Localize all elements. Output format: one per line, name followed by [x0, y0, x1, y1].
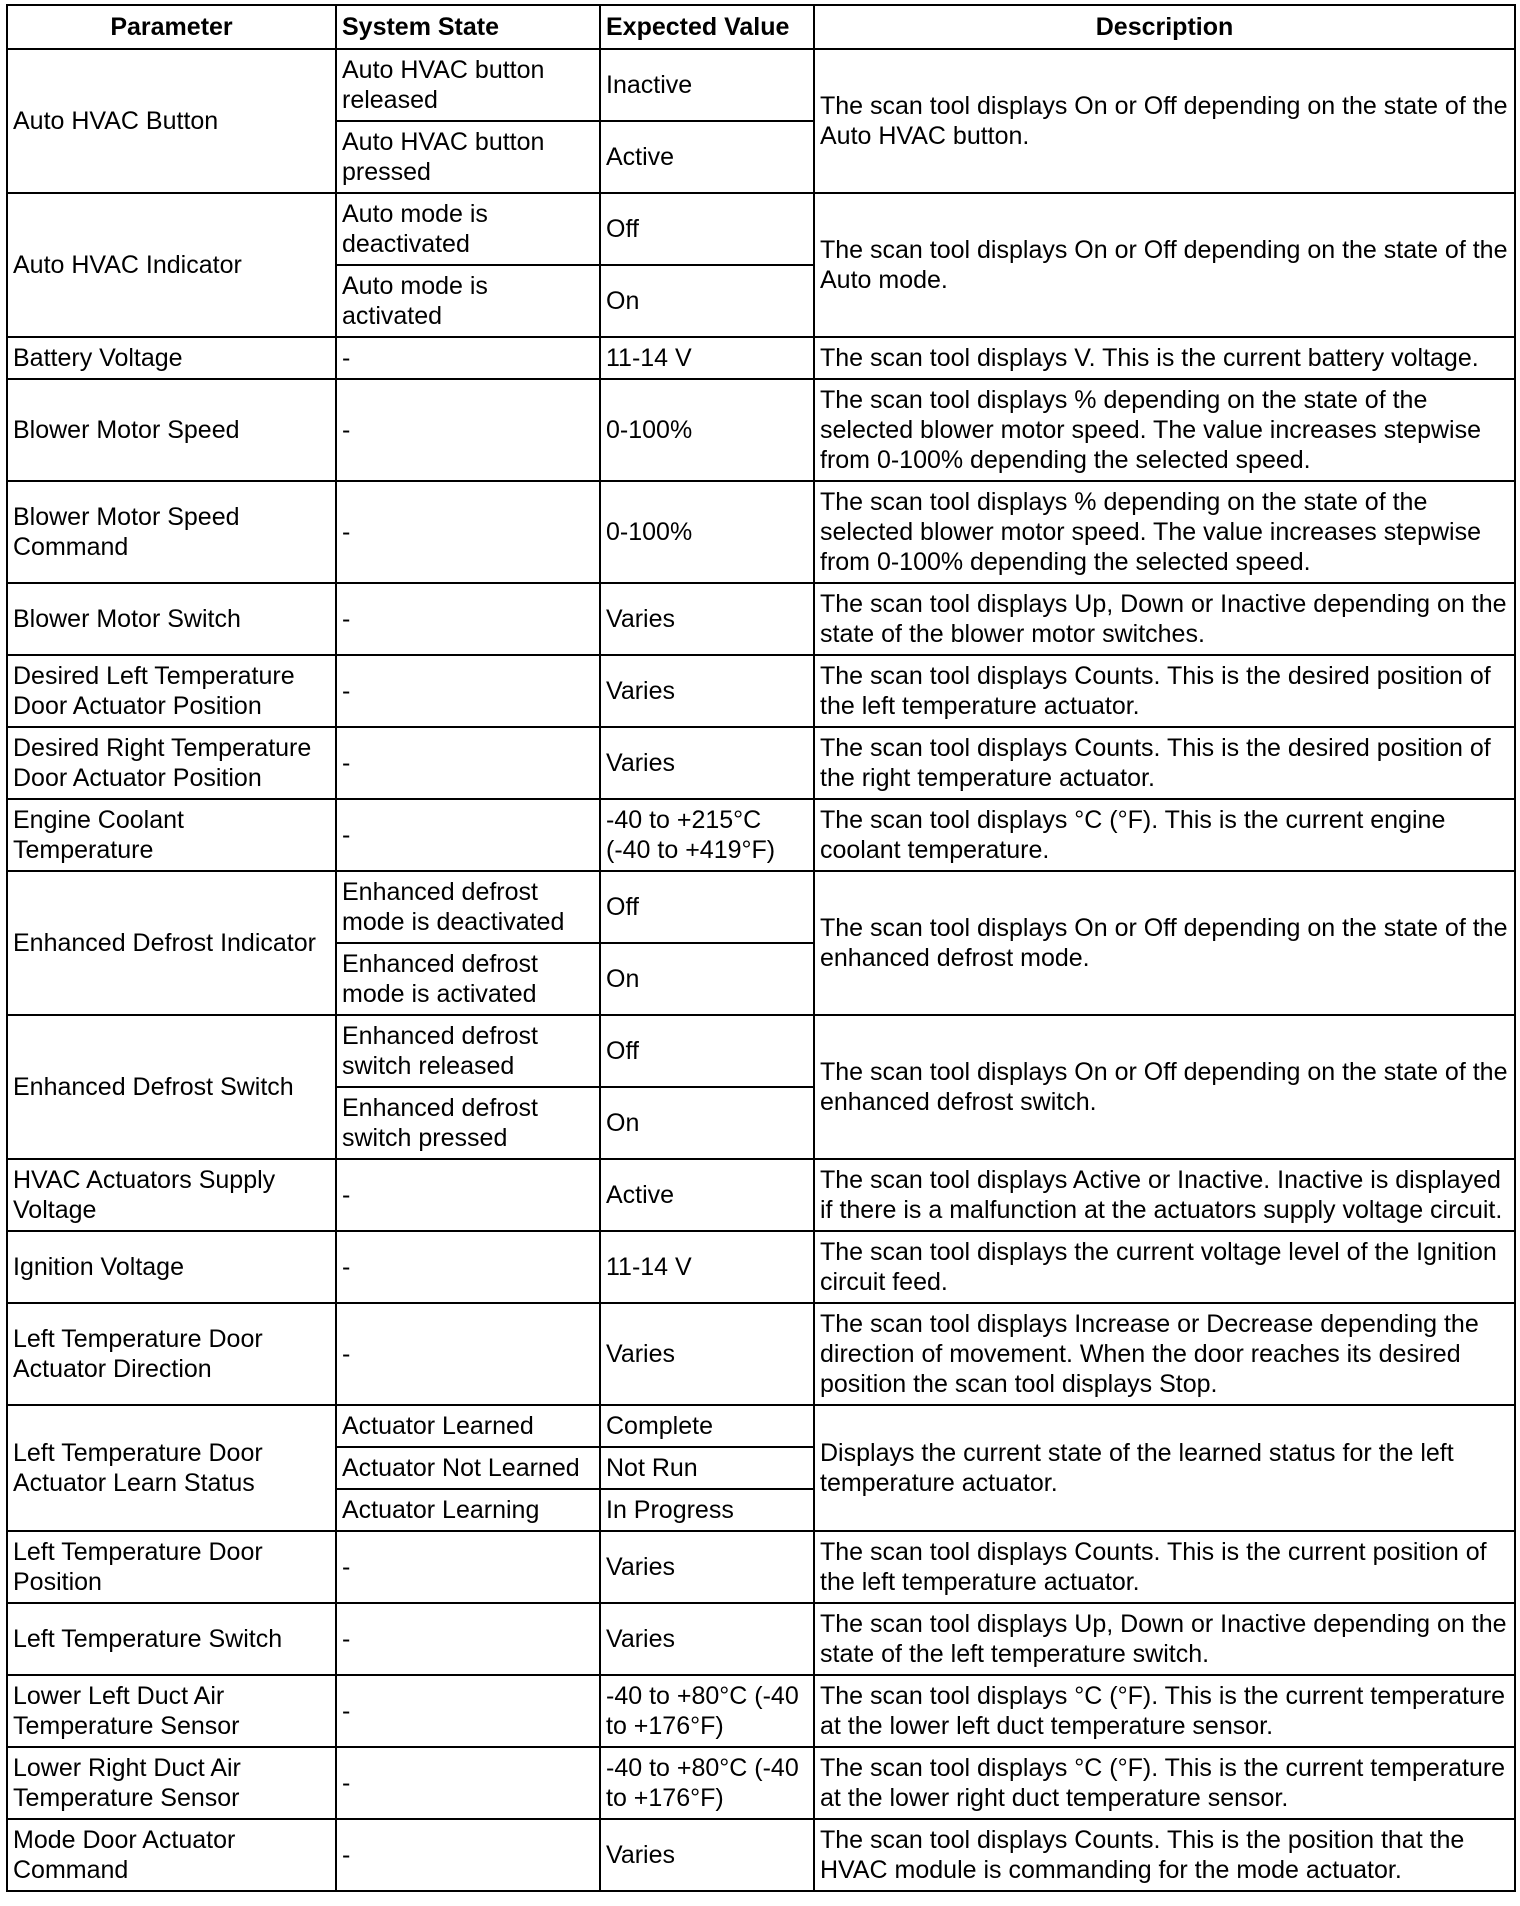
expected-value-cell: Off: [600, 1015, 814, 1087]
expected-value-cell: Varies: [600, 1819, 814, 1891]
description-cell: The scan tool displays °C (°F). This is the current engine coolant temperature.: [814, 799, 1515, 871]
parameter-cell: Left Temperature Door Actuator Learn Status: [7, 1405, 336, 1531]
parameter-table: [6, 4, 1516, 1892]
system-state-cell: -: [336, 1819, 600, 1891]
expected-value-cell: Varies: [600, 583, 814, 655]
system-state-cell: -: [336, 1231, 600, 1303]
system-state-cell: -: [336, 583, 600, 655]
description-cell: The scan tool displays the current voltage level of the Ignition circuit feed.: [814, 1231, 1515, 1303]
description-cell: The scan tool displays Active or Inactive. Inactive is displayed if there is a malfunction at the actuators supply voltage circuit.: [814, 1159, 1515, 1231]
table-row: [7, 1159, 1515, 1231]
description-cell: The scan tool displays On or Off depending on the state of the Auto HVAC button.: [814, 49, 1515, 193]
system-state-cell: -: [336, 379, 600, 481]
system-state-cell: Auto HVAC button released: [336, 49, 600, 121]
description-cell: The scan tool displays Counts. This is the position that the HVAC module is commanding for the mode actuator.: [814, 1819, 1515, 1891]
table-row: [7, 193, 1515, 265]
system-state-cell: -: [336, 1603, 600, 1675]
description-cell: The scan tool displays V. This is the current battery voltage.: [814, 337, 1515, 379]
parameter-cell: Lower Right Duct Air Temperature Sensor: [7, 1747, 336, 1819]
parameter-cell: Desired Left Temperature Door Actuator Position: [7, 655, 336, 727]
expected-value-cell: 11-14 V: [600, 1231, 814, 1303]
table-row: [7, 1405, 1515, 1447]
description-cell: The scan tool displays Up, Down or Inactive depending on the state of the blower motor switches.: [814, 583, 1515, 655]
system-state-cell: -: [336, 481, 600, 583]
system-state-cell: -: [336, 337, 600, 379]
expected-value-cell: Varies: [600, 1603, 814, 1675]
system-state-cell: -: [336, 655, 600, 727]
expected-value-cell: Varies: [600, 1303, 814, 1405]
system-state-cell: Actuator Not Learned: [336, 1447, 600, 1489]
parameter-cell: Left Temperature Door Position: [7, 1531, 336, 1603]
parameter-cell: Auto HVAC Button: [7, 49, 336, 193]
expected-value-cell: 11-14 V: [600, 337, 814, 379]
parameter-cell: Ignition Voltage: [7, 1231, 336, 1303]
parameter-cell: Left Temperature Switch: [7, 1603, 336, 1675]
expected-value-cell: Inactive: [600, 49, 814, 121]
system-state-cell: -: [336, 1747, 600, 1819]
parameter-cell: Auto HVAC Indicator: [7, 193, 336, 337]
system-state-cell: -: [336, 1159, 600, 1231]
description-cell: The scan tool displays Counts. This is the desired position of the left temperature actuator.: [814, 655, 1515, 727]
parameter-cell: Engine Coolant Temperature: [7, 799, 336, 871]
table-row: [7, 481, 1515, 583]
header-expected-value: Expected Value: [600, 5, 814, 49]
parameter-cell: Lower Left Duct Air Temperature Sensor: [7, 1675, 336, 1747]
system-state-cell: Enhanced defrost switch pressed: [336, 1087, 600, 1159]
system-state-cell: -: [336, 1531, 600, 1603]
parameter-cell: Mode Door Actuator Command: [7, 1819, 336, 1891]
expected-value-cell: Varies: [600, 655, 814, 727]
system-state-cell: Auto mode is deactivated: [336, 193, 600, 265]
description-cell: The scan tool displays % depending on the state of the selected blower motor speed. The value increases stepwise from 0-100% depending the selected speed.: [814, 379, 1515, 481]
header-parameter: Parameter: [7, 5, 336, 49]
expected-value-cell: Off: [600, 871, 814, 943]
expected-value-cell: Complete: [600, 1405, 814, 1447]
expected-value-cell: 0-100%: [600, 379, 814, 481]
header-system-state: System State: [336, 5, 600, 49]
table-row: [7, 1531, 1515, 1603]
table-row: [7, 1819, 1515, 1891]
system-state-cell: Enhanced defrost switch released: [336, 1015, 600, 1087]
system-state-cell: Enhanced defrost mode is deactivated: [336, 871, 600, 943]
description-cell: The scan tool displays On or Off depending on the state of the enhanced defrost mode.: [814, 871, 1515, 1015]
expected-value-cell: On: [600, 1087, 814, 1159]
parameter-cell: Left Temperature Door Actuator Direction: [7, 1303, 336, 1405]
table-row: [7, 655, 1515, 727]
description-cell: The scan tool displays Increase or Decrease depending the direction of movement. When the door reaches its desired position the scan tool displays Stop.: [814, 1303, 1515, 1405]
table-row: [7, 337, 1515, 379]
expected-value-cell: Varies: [600, 727, 814, 799]
table-row: [7, 1015, 1515, 1087]
table-row: [7, 379, 1515, 481]
expected-value-cell: -40 to +80°C (-40 to +176°F): [600, 1747, 814, 1819]
expected-value-cell: In Progress: [600, 1489, 814, 1531]
system-state-cell: Actuator Learning: [336, 1489, 600, 1531]
parameter-cell: Desired Right Temperature Door Actuator Position: [7, 727, 336, 799]
expected-value-cell: -40 to +80°C (-40 to +176°F): [600, 1675, 814, 1747]
expected-value-cell: On: [600, 265, 814, 337]
table-row: [7, 49, 1515, 121]
expected-value-cell: Active: [600, 1159, 814, 1231]
system-state-cell: Actuator Learned: [336, 1405, 600, 1447]
description-cell: The scan tool displays Counts. This is the desired position of the right temperature actuator.: [814, 727, 1515, 799]
header-row: [7, 5, 1515, 49]
table-row: [7, 1303, 1515, 1405]
expected-value-cell: Off: [600, 193, 814, 265]
system-state-cell: Enhanced defrost mode is activated: [336, 943, 600, 1015]
table-row: [7, 1747, 1515, 1819]
expected-value-cell: On: [600, 943, 814, 1015]
parameter-cell: Blower Motor Switch: [7, 583, 336, 655]
system-state-cell: -: [336, 799, 600, 871]
expected-value-cell: Active: [600, 121, 814, 193]
expected-value-cell: 0-100%: [600, 481, 814, 583]
table-row: [7, 799, 1515, 871]
description-cell: Displays the current state of the learned status for the left temperature actuator.: [814, 1405, 1515, 1531]
parameter-cell: Blower Motor Speed: [7, 379, 336, 481]
parameter-cell: HVAC Actuators Supply Voltage: [7, 1159, 336, 1231]
table-row: [7, 727, 1515, 799]
header-description: Description: [814, 5, 1515, 49]
description-cell: The scan tool displays °C (°F). This is the current temperature at the lower left duct temperature sensor.: [814, 1675, 1515, 1747]
table-row: [7, 583, 1515, 655]
parameter-cell: Enhanced Defrost Switch: [7, 1015, 336, 1159]
description-cell: The scan tool displays Counts. This is the current position of the left temperature actuator.: [814, 1531, 1515, 1603]
parameter-cell: Enhanced Defrost Indicator: [7, 871, 336, 1015]
expected-value-cell: Not Run: [600, 1447, 814, 1489]
system-state-cell: -: [336, 1303, 600, 1405]
description-cell: The scan tool displays % depending on the state of the selected blower motor speed. The value increases stepwise from 0-100% depending the selected speed.: [814, 481, 1515, 583]
parameter-cell: Blower Motor Speed Command: [7, 481, 336, 583]
expected-value-cell: -40 to +215°C (-40 to +419°F): [600, 799, 814, 871]
expected-value-cell: Varies: [600, 1531, 814, 1603]
description-cell: The scan tool displays On or Off depending on the state of the enhanced defrost switch.: [814, 1015, 1515, 1159]
system-state-cell: Auto mode is activated: [336, 265, 600, 337]
table-row: [7, 1675, 1515, 1747]
table-row: [7, 1603, 1515, 1675]
system-state-cell: Auto HVAC button pressed: [336, 121, 600, 193]
description-cell: The scan tool displays Up, Down or Inactive depending on the state of the left temperature switch.: [814, 1603, 1515, 1675]
description-cell: The scan tool displays °C (°F). This is the current temperature at the lower right duct temperature sensor.: [814, 1747, 1515, 1819]
description-cell: The scan tool displays On or Off depending on the state of the Auto mode.: [814, 193, 1515, 337]
table-row: [7, 871, 1515, 943]
system-state-cell: -: [336, 727, 600, 799]
system-state-cell: -: [336, 1675, 600, 1747]
parameter-cell: Battery Voltage: [7, 337, 336, 379]
table-row: [7, 1231, 1515, 1303]
